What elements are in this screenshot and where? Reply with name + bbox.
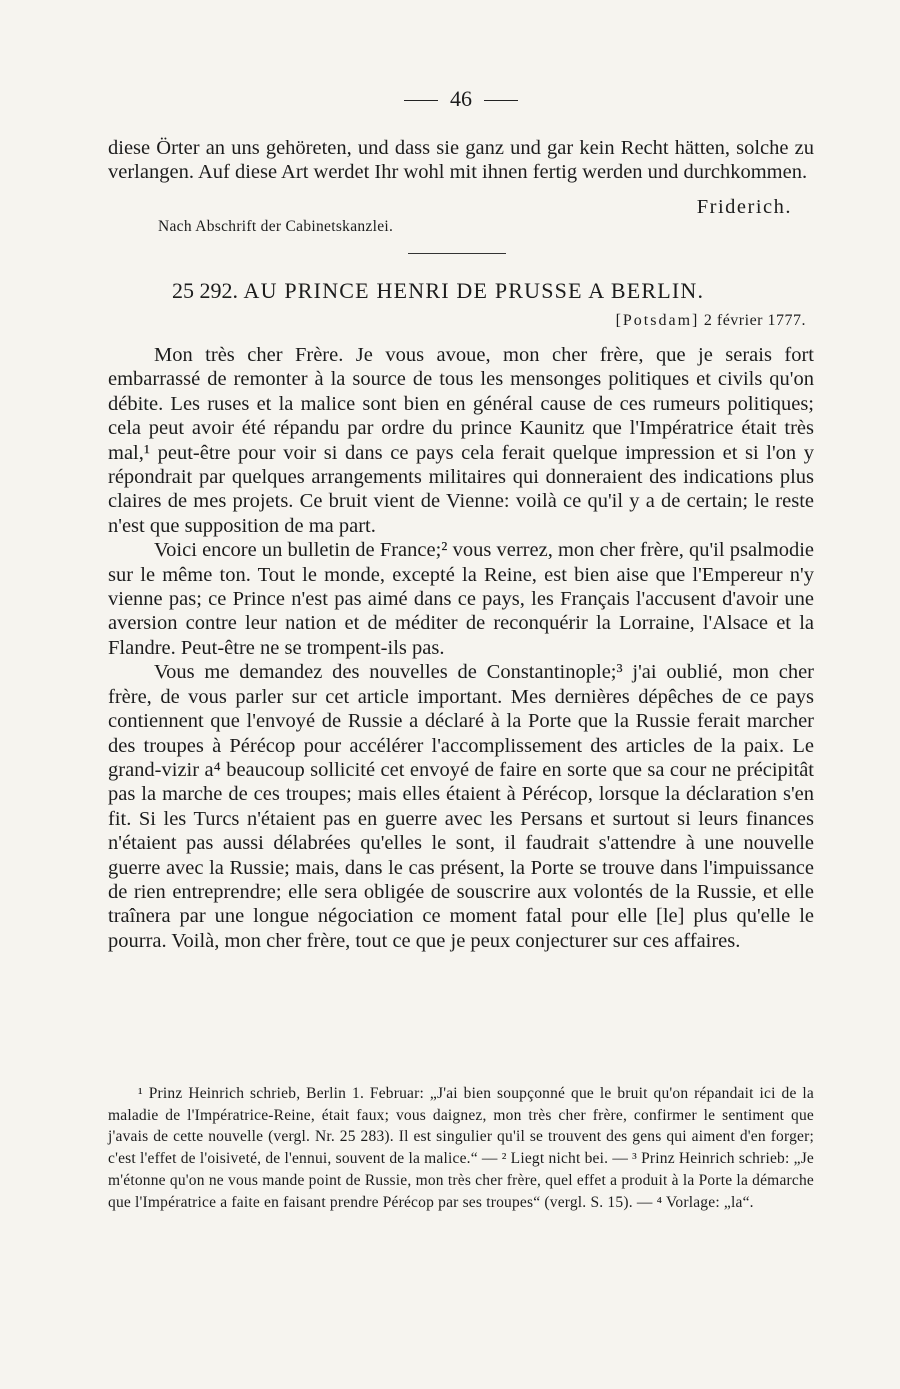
letter-number: 25 292. — [172, 278, 238, 303]
continuation-text: diese Örter an uns gehöreten, und dass sie ganz und gar kein Recht hätten, solche zu verlangen. Auf diese Art werdet Ihr wohl mit ihnen fertig werden und durchkommen. — [108, 137, 814, 184]
letter-paragraph: Vous me demandez des nouvelles de Constantinople;³ j'ai oublié, mon cher frère, de vous parler sur cet article important. Mes dernières dépêches de ce pays contiennent que l'envoyé de Russie a déclaré à la Porte que la Russie ferait marcher des troupes à Pérécop pour accélérer l'accomplissement des articles de la paix. Le grand-vizir a⁴ beaucoup sollicité cet envoyé de faire en sorte que sa cour ne précipitât pas la marche de ces troupes; mais elles étaient à Pérécop, lorsque la déclaration s'en fit. Si les Turcs n'étaient pas en guerre avec les Persans et surtout si leurs finances n'étaient pas aussi délabrées qu'elles le sont, il faudrait s'attendre à une nouvelle guerre avec la Russie; mais, dans le cas présent, la Porte se trouve dans l'impuissance de rien entreprendre; elle sera obligée de souscrire aux volontés de la Russie, et elle traînera par une longue négociation ce moment fatal pour elle [le] plus qu'elle le pourra. Voilà, mon cher frère, tout ce que je peux conjecturer sur ces affaires. — [108, 661, 814, 952]
dateline — [616, 312, 806, 330]
letter-body — [108, 343, 814, 953]
source-note: Nach Abschrift der Cabinetskanzlei. — [158, 218, 394, 235]
letter-paragraph: Voici encore un bulletin de France;² vous verrez, mon cher frère, qu'il psalmodie sur le même ton. Tout le monde, excepté la Reine, est bien aise que l'Empereur n'y vienne pas; ce Prince n'est pas aimé dans ce pays, les Français l'accusent d'avoir une aversion contre leur nation et de méditer de reconquérir la Lorraine, l'Alsace et la Flandre. Peut-être ne se trompent-ils pas. — [108, 539, 814, 659]
footnote-text: ¹ Prinz Heinrich schrieb, Berlin 1. Februar: „J'ai bien soupçonné que le bruit qu'on répandait ici de la maladie de l'Impératrice-Reine, était faux; vous daignez, mon très cher frère, confirmer le sentiment que j'avais de cette nouvelle (vergl. Nr. 25 283). Il est singulier qu'il se trouvent des gens qui aiment d'en forger; c'est l'effet de l'oisiveté, de l'ennui, souvent de la malice.“ — ² Liegt nicht bei. — ³ Prinz Heinrich schrieb: „Je m'étonne qu'on ne vous mande point de Russie, mon très cher frère, quel effet a produit à la Porte la démarche que l'Impératrice a faite en faisant prendre Pérécop par ses troupes“ (vergl. S. 15). — ⁴ Vorlage: „la“. — [108, 1085, 814, 1211]
header-dash-right — [484, 100, 518, 101]
page-number: 46 — [450, 86, 472, 111]
dateline-date: 2 février 1777. — [703, 312, 806, 329]
footnotes — [108, 1083, 814, 1213]
signature: Friderich. — [696, 196, 792, 218]
dateline-place: [Potsdam] — [615, 312, 700, 329]
letter-title: AU PRINCE HENRI DE PRUSSE A BERLIN. — [243, 278, 705, 303]
letter-paragraph: Mon très cher Frère. Je vous avoue, mon cher frère, que je serais fort embarrassé de remonter à la source de tous les mensonges politiques et civils qu'on débite. Les ruses et la malice sont bien en général cause de ces rumeurs politiques; cela peut avoir été répandu par ordre du prince Kaunitz que l'Impératrice était très mal,¹ peut-être pour voir si dans ce pays cela ferait quelque impression et si l'on y répondrait par quelques arrangements militaires qui donneraient des indications plus claires de mes projets. Ce bruit vient de Vienne: voilà ce qu'il y a de certain; le reste n'est que supposition de ma part. — [108, 344, 814, 537]
page-header — [108, 86, 814, 112]
section-divider — [408, 253, 506, 254]
letter-heading — [172, 278, 704, 304]
header-dash-left — [404, 100, 438, 101]
